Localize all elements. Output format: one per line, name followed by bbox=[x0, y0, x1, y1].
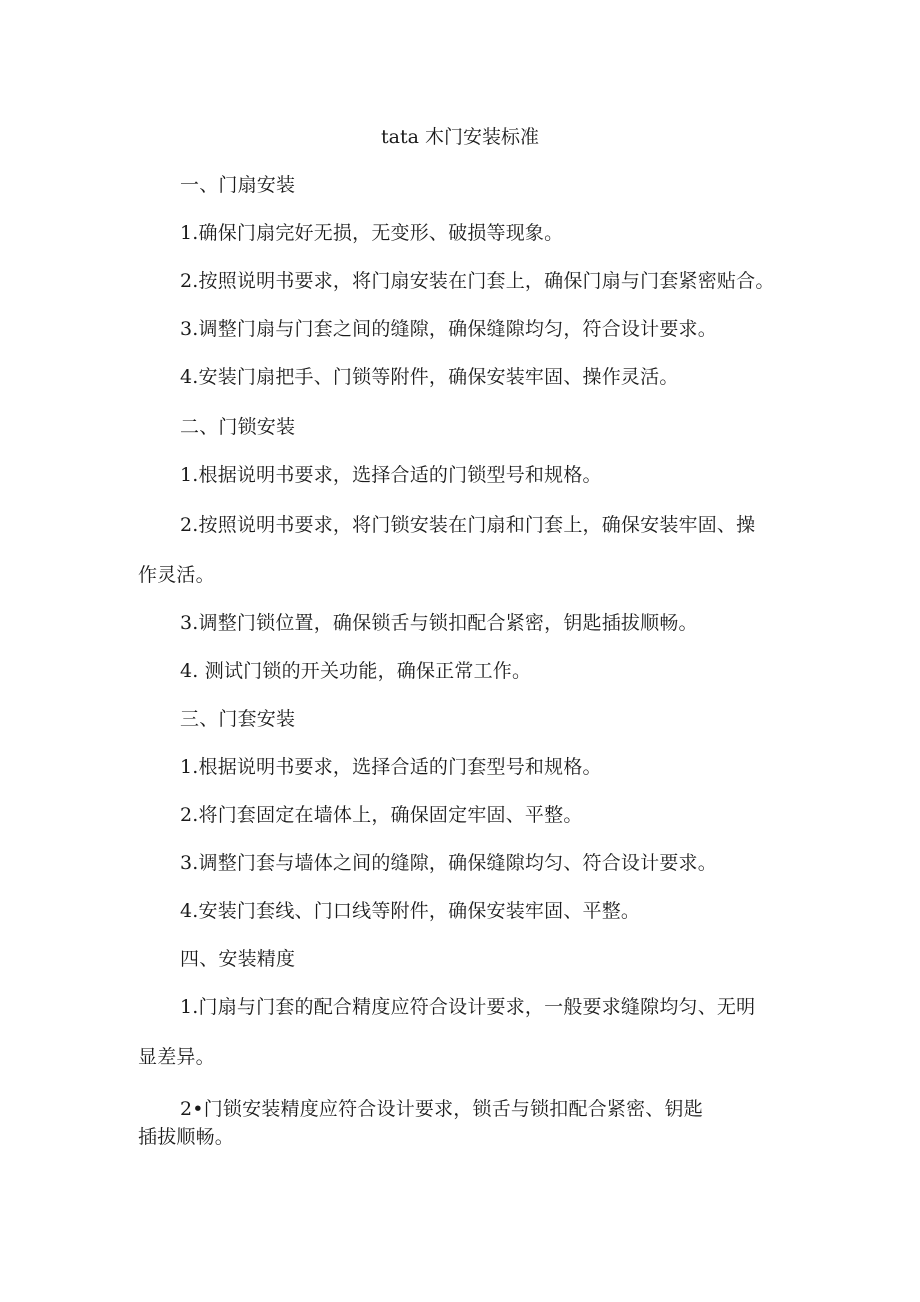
paragraph-line: 4.安装门扇把手、门锁等附件，确保安装牢固、操作灵活。 bbox=[180, 366, 679, 388]
paragraph-line: 3.调整门锁位置，确保锁舌与锁扣配合紧密，钥匙插拔顺畅。 bbox=[180, 612, 698, 634]
section-heading-door-frame: 三、门套安装 bbox=[180, 708, 296, 730]
paragraph-line: 2•门锁安装精度应符合设计要求，锁舌与锁扣配合紧密、钥匙 bbox=[180, 1098, 703, 1120]
paragraph-line-continued: 作灵活。 bbox=[138, 564, 215, 586]
document-title: tata 木门安装标准 bbox=[381, 126, 539, 148]
paragraph-line: 1.门扇与门套的配合精度应符合设计要求，一般要求缝隙均匀、无明 bbox=[180, 996, 756, 1018]
paragraph-line: 4. 测试门锁的开关功能，确保正常工作。 bbox=[180, 660, 532, 682]
paragraph-line-continued: 插拔顺畅。 bbox=[138, 1126, 235, 1148]
paragraph-line: 1.根据说明书要求，选择合适的门锁型号和规格。 bbox=[180, 464, 602, 486]
paragraph-line: 4.安装门套线、门口线等附件，确保安装牢固、平整。 bbox=[180, 900, 641, 922]
paragraph-line: 1.根据说明书要求，选择合适的门套型号和规格。 bbox=[180, 756, 602, 778]
section-heading-door-lock: 二、门锁安装 bbox=[180, 416, 296, 438]
section-heading-precision: 四、安装精度 bbox=[180, 948, 296, 970]
section-heading-door-leaf: 一、门扇安装 bbox=[180, 174, 296, 196]
paragraph-line: 2.将门套固定在墙体上，确保固定牢固、平整。 bbox=[180, 804, 583, 826]
paragraph-line: 2.按照说明书要求，将门锁安装在门扇和门套上，确保安装牢固、操 bbox=[180, 514, 756, 536]
paragraph-line: 1.确保门扇完好无损，无变形、破损等现象。 bbox=[180, 222, 564, 244]
paragraph-line-continued: 显差异。 bbox=[138, 1046, 215, 1068]
paragraph-line: 3.调整门扇与门套之间的缝隙，确保缝隙均匀，符合设计要求。 bbox=[180, 318, 717, 340]
paragraph-line: 2.按照说明书要求，将门扇安装在门套上，确保门扇与门套紧密贴合。 bbox=[180, 270, 775, 292]
paragraph-line: 3.调整门套与墙体之间的缝隙，确保缝隙均匀、符合设计要求。 bbox=[180, 852, 717, 874]
